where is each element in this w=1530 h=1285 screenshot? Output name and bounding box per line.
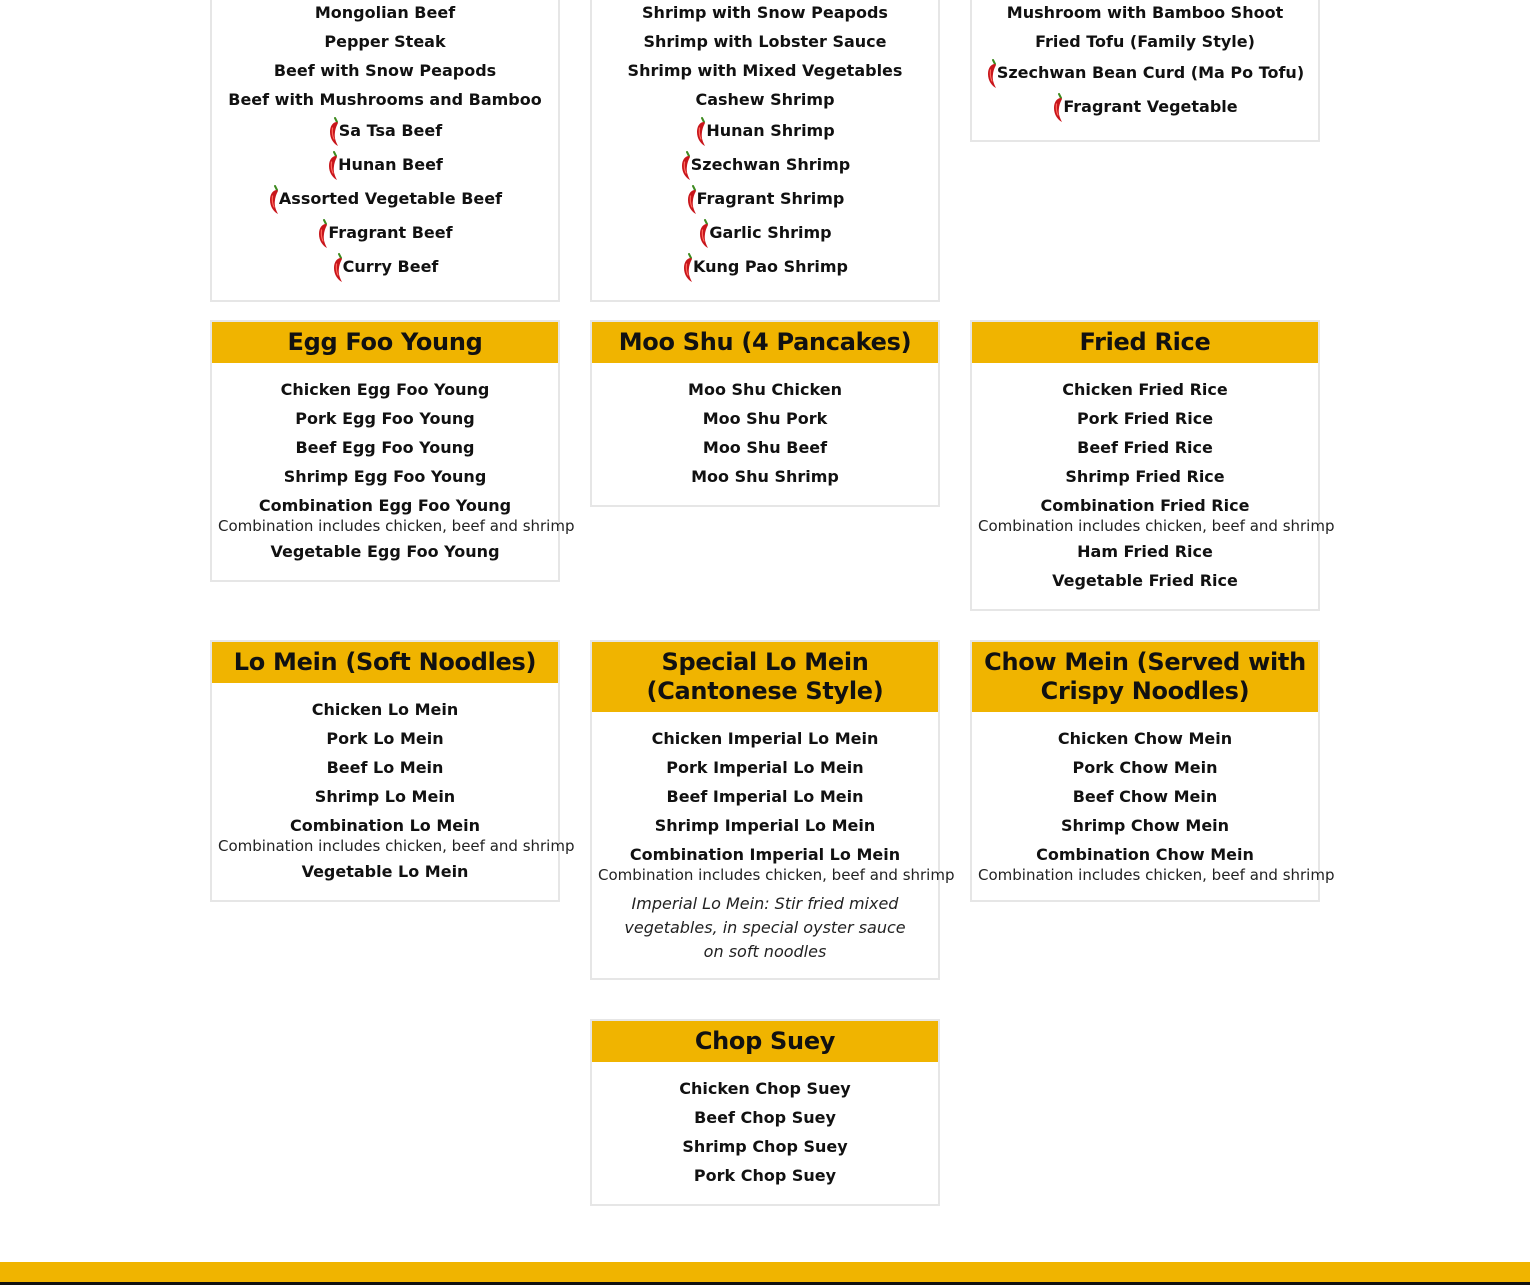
section-title: Chop Suey [592, 1021, 938, 1062]
menu-item [218, 0, 552, 27]
card-body [212, 683, 575, 900]
card-body [592, 1062, 938, 1204]
menu-item [978, 782, 1312, 811]
menu-item-label: Chicken Fried Rice [1062, 380, 1228, 399]
menu-item [598, 1103, 932, 1132]
menu-item [598, 182, 932, 216]
menu-item [218, 27, 552, 56]
menu-item-label: Pork Chow Mein [1072, 758, 1218, 777]
menu-item [218, 250, 552, 284]
menu-item [218, 404, 552, 433]
menu-item-label: Pork Lo Mein [326, 729, 444, 748]
menu-item-label: Pepper Steak [324, 32, 446, 51]
menu-item [598, 782, 932, 811]
menu-item [218, 724, 552, 753]
menu-item-label: Vegetable Lo Mein [301, 862, 469, 881]
menu-item-label: Pork Imperial Lo Mein [666, 758, 864, 777]
menu-item-label: Fragrant Beef [328, 223, 453, 242]
vegetable-menu-card [970, 0, 1320, 142]
menu-item [218, 695, 552, 724]
menu-item [218, 375, 552, 404]
menu-item [218, 753, 552, 782]
combination-note: Combination includes chicken, beef and shrimp [218, 837, 575, 855]
menu-item-label: Shrimp Chop Suey [682, 1137, 848, 1156]
menu-item-label: Hunan Shrimp [706, 121, 835, 140]
menu-item-label: Combination Egg Foo Young [258, 496, 512, 515]
menu-item-label: Sa Tsa Beef [338, 121, 443, 140]
menu-item-label: Fragrant Shrimp [696, 189, 845, 208]
menu-item-label: Assorted Vegetable Beef [278, 189, 503, 208]
section-title: Special Lo Mein (Cantonese Style) [592, 642, 938, 712]
menu-item [978, 537, 1312, 566]
menu-item [598, 250, 932, 284]
fried-rice-card [970, 320, 1335, 611]
menu-item [598, 216, 932, 250]
menu-item-label: Beef Chop Suey [694, 1108, 836, 1127]
menu-item-label: Beef with Snow Peapods [273, 61, 497, 80]
menu-item [598, 1161, 932, 1190]
menu-item [218, 811, 552, 840]
menu-item [598, 56, 932, 85]
menu-item-label: Shrimp with Snow Peapods [642, 3, 888, 22]
menu-item [978, 404, 1312, 433]
menu-item-label: Curry Beef [342, 257, 439, 276]
section-title: Fried Rice [972, 322, 1318, 363]
menu-item-label: Shrimp with Mixed Vegetables [627, 61, 903, 80]
menu-item [598, 753, 932, 782]
menu-item-label: Mongolian Beef [314, 3, 456, 22]
menu-item [978, 375, 1312, 404]
menu-item [598, 404, 932, 433]
menu-item [978, 56, 1312, 90]
menu-item [598, 114, 932, 148]
menu-item [218, 462, 552, 491]
menu-item-label: Beef Fried Rice [1077, 438, 1213, 457]
menu-item-label: Pork Egg Foo Young [295, 409, 475, 428]
menu-item [598, 1132, 932, 1161]
footer-bar [0, 1262, 1530, 1282]
menu-item-label: Chicken Imperial Lo Mein [651, 729, 879, 748]
menu-item [218, 782, 552, 811]
menu-item [218, 433, 552, 462]
menu-item-label: Szechwan Bean Curd (Ma Po Tofu) [996, 63, 1305, 82]
card-body [592, 712, 955, 978]
menu-item-label: Fragrant Vegetable [1063, 97, 1238, 116]
section-title: Chow Mein (Served with Crispy Noodles) [972, 642, 1318, 712]
menu-item-label: Combination Chow Mein [1036, 845, 1254, 864]
menu-item [598, 1074, 932, 1103]
shrimp-menu-card [590, 0, 940, 302]
menu-item-label: Moo Shu Chicken [688, 380, 842, 399]
menu-item-label: Moo Shu Pork [702, 409, 828, 428]
special-lo-mein-card [590, 640, 955, 980]
card-body [212, 363, 575, 580]
menu-item-label: Chicken Lo Mein [311, 700, 459, 719]
menu-item-label: Shrimp Egg Foo Young [283, 467, 487, 486]
menu-item-label: Vegetable Fried Rice [1052, 571, 1238, 590]
menu-item [218, 182, 552, 216]
combination-note: Combination includes chicken, beef and shrimp [978, 517, 1335, 535]
menu-item [218, 148, 552, 182]
menu-item-label: Pork Fried Rice [1076, 409, 1214, 428]
menu-item-label: Beef Egg Foo Young [295, 438, 475, 457]
menu-item [978, 753, 1312, 782]
menu-item [218, 114, 552, 148]
card-body [592, 363, 938, 505]
menu-item-label: Shrimp Fried Rice [1065, 467, 1225, 486]
lo-mein-card [210, 640, 575, 902]
menu-item-label: Ham Fried Rice [1077, 542, 1213, 561]
beef-menu-card [210, 0, 560, 302]
menu-item [978, 433, 1312, 462]
section-description: Imperial Lo Mein: Stir fried mixed vegetables, in special oyster sauce on soft noodles [624, 894, 906, 961]
section-title: Moo Shu (4 Pancakes) [592, 322, 938, 363]
menu-item [218, 85, 552, 114]
menu-item [978, 90, 1312, 124]
menu-item [218, 857, 552, 886]
menu-item-label: Vegetable Egg Foo Young [270, 542, 500, 561]
chow-mein-card [970, 640, 1335, 902]
menu-item [218, 56, 552, 85]
menu-item [978, 0, 1312, 27]
card-body [972, 363, 1335, 609]
moo-shu-card [590, 320, 940, 507]
combination-note: Combination includes chicken, beef and shrimp [978, 866, 1335, 884]
menu-item-label: Combination Fried Rice [1040, 496, 1250, 515]
chop-suey-card [590, 1019, 940, 1206]
menu-item-label: Kung Pao Shrimp [693, 257, 848, 276]
menu-item-label: Chicken Chow Mein [1057, 729, 1233, 748]
menu-item [598, 148, 932, 182]
combination-note: Combination includes chicken, beef and shrimp [598, 866, 955, 884]
card-body [972, 712, 1335, 900]
menu-item [598, 840, 932, 869]
card-body [972, 0, 1318, 140]
menu-item [598, 27, 932, 56]
menu-item-label: Beef Imperial Lo Mein [666, 787, 864, 806]
menu-item-label: Shrimp Chow Mein [1060, 816, 1230, 835]
section-title: Egg Foo Young [212, 322, 558, 363]
menu-item-label: Combination Lo Mein [289, 816, 481, 835]
menu-item-label: Garlic Shrimp [709, 223, 832, 242]
menu-item [978, 840, 1312, 869]
menu-item [598, 85, 932, 114]
menu-item-label: Szechwan Shrimp [690, 155, 851, 174]
menu-item-label: Cashew Shrimp [695, 90, 835, 109]
menu-item-label: Combination Imperial Lo Mein [629, 845, 901, 864]
card-body [592, 0, 938, 300]
menu-item-label: Shrimp Imperial Lo Mein [654, 816, 876, 835]
menu-item [598, 0, 932, 27]
section-title: Lo Mein (Soft Noodles) [212, 642, 558, 683]
menu-item-label: Beef with Mushrooms and Bamboo [228, 90, 542, 109]
menu-item [218, 216, 552, 250]
menu-item [598, 462, 932, 491]
menu-item [598, 811, 932, 840]
menu-item [978, 724, 1312, 753]
menu-item [978, 462, 1312, 491]
menu-item [598, 375, 932, 404]
menu-item [978, 566, 1312, 595]
menu-item-label: Beef Chow Mein [1072, 787, 1218, 806]
menu-item-label: Chicken Chop Suey [679, 1079, 851, 1098]
menu-item [978, 811, 1312, 840]
menu-item-label: Beef Lo Mein [326, 758, 444, 777]
card-body [212, 0, 558, 300]
menu-item-label: Hunan Beef [338, 155, 443, 174]
menu-item-label: Moo Shu Shrimp [691, 467, 839, 486]
egg-foo-young-card [210, 320, 575, 582]
menu-item [218, 537, 552, 566]
menu-item [978, 27, 1312, 56]
menu-item-label: Pork Chop Suey [693, 1166, 837, 1185]
menu-item-label: Chicken Egg Foo Young [280, 380, 490, 399]
menu-item-label: Shrimp with Lobster Sauce [643, 32, 887, 51]
menu-item-label: Mushroom with Bamboo Shoot [1006, 3, 1284, 22]
menu-item [598, 433, 932, 462]
menu-item-label: Shrimp Lo Mein [314, 787, 456, 806]
menu-item [218, 491, 552, 520]
menu-item [598, 724, 932, 753]
menu-item-label: Fried Tofu (Family Style) [1035, 32, 1255, 51]
combination-note: Combination includes chicken, beef and shrimp [218, 517, 575, 535]
menu-item-label: Moo Shu Beef [702, 438, 828, 457]
menu-item [978, 491, 1312, 520]
